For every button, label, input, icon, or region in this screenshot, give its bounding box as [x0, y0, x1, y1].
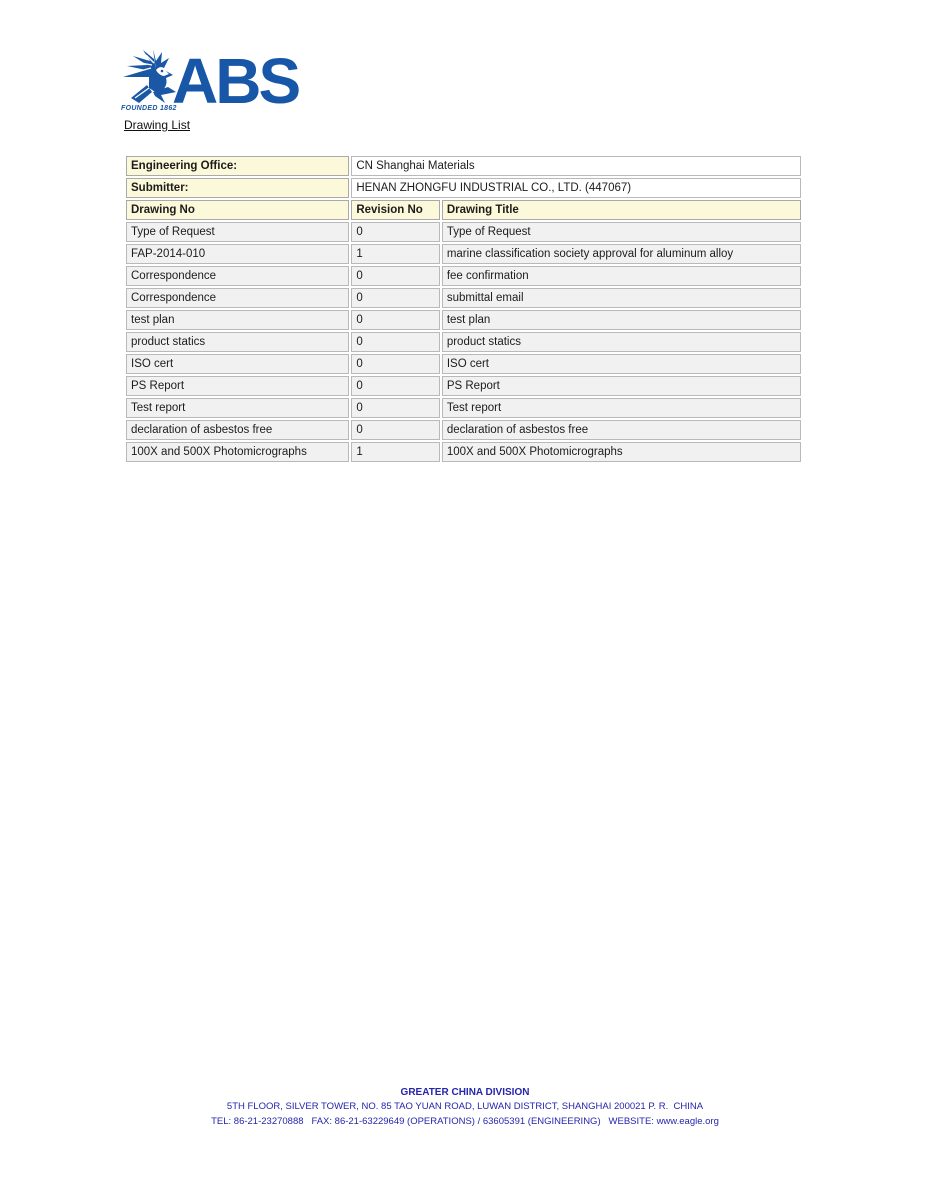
drawing-title-cell: ISO cert [442, 354, 801, 374]
drawing-title-cell: Test report [442, 398, 801, 418]
engineering-office-value: CN Shanghai Materials [351, 156, 801, 176]
abs-wordmark: ABS [172, 45, 299, 117]
drawing-no-cell: declaration of asbestos free [126, 420, 349, 440]
revision-no-cell: 0 [351, 332, 440, 352]
revision-no-cell: 0 [351, 288, 440, 308]
drawing-title-cell: 100X and 500X Photomicrographs [442, 442, 801, 462]
drawing-title-cell: fee confirmation [442, 266, 801, 286]
drawing-no-cell: product statics [126, 332, 349, 352]
drawing-no-cell: PS Report [126, 376, 349, 396]
founded-1862-label: FOUNDED 1862 [121, 105, 177, 112]
table-row [126, 266, 801, 286]
drawing-list-table [124, 154, 803, 464]
table-row [126, 420, 801, 440]
drawing-no-header: Drawing No [126, 200, 349, 220]
table-row [126, 354, 801, 374]
revision-no-cell: 0 [351, 376, 440, 396]
drawing-no-cell: Correspondence [126, 266, 349, 286]
table-row [126, 244, 801, 264]
table-row [126, 288, 801, 308]
revision-no-cell: 0 [351, 398, 440, 418]
revision-no-cell: 0 [351, 354, 440, 374]
table-row [126, 222, 801, 242]
division-address: 5TH FLOOR, SILVER TOWER, NO. 85 TAO YUAN ROAD, LUWAN DISTRICT, SHANGHAI 200021 P. R. CHINA [226, 1101, 704, 1112]
division-title: GREATER CHINA DIVISION [400, 1087, 530, 1098]
drawing-title-cell: test plan [442, 310, 801, 330]
table-row [126, 442, 801, 462]
revision-no-header: Revision No [351, 200, 440, 220]
page-footer [0, 1085, 930, 1129]
revision-no-cell: 0 [351, 420, 440, 440]
column-header-row [126, 200, 801, 220]
drawing-no-cell: 100X and 500X Photomicrographs [126, 442, 349, 462]
drawing-title-cell: declaration of asbestos free [442, 420, 801, 440]
engineering-office-row [126, 156, 801, 176]
division-contact: TEL: 86-21-23270888 FAX: 86-21-63229649 (OPERATIONS) / 63605391 (ENGINEERING) WEBSITE: www.eagle.org [211, 1115, 719, 1127]
drawing-title-cell: submittal email [442, 288, 801, 308]
revision-no-cell: 0 [351, 266, 440, 286]
drawing-title-cell: Type of Request [442, 222, 801, 242]
submitter-row [126, 178, 801, 198]
table-row [126, 398, 801, 418]
table-row [126, 376, 801, 396]
table-row [126, 332, 801, 352]
abs-logo [120, 45, 320, 124]
drawing-table-body [126, 156, 801, 462]
table-row [126, 310, 801, 330]
engineering-office-label: Engineering Office: [126, 156, 349, 176]
drawing-no-cell: FAP-2014-010 [126, 244, 349, 264]
drawing-no-cell: Correspondence [126, 288, 349, 308]
drawing-no-cell: Type of Request [126, 222, 349, 242]
revision-no-cell: 1 [351, 442, 440, 462]
drawing-title-cell: PS Report [442, 376, 801, 396]
revision-no-cell: 1 [351, 244, 440, 264]
submitter-value: HENAN ZHONGFU INDUSTRIAL CO., LTD. (447067) [351, 178, 801, 198]
drawing-title-header: Drawing Title [442, 200, 801, 220]
page-title: Drawing List [124, 118, 191, 132]
revision-no-cell: 0 [351, 222, 440, 242]
drawing-no-cell: Test report [126, 398, 349, 418]
revision-no-cell: 0 [351, 310, 440, 330]
drawing-title-cell: marine classification society approval for aluminum alloy [442, 244, 801, 264]
submitter-label: Submitter: [126, 178, 349, 198]
drawing-no-cell: ISO cert [126, 354, 349, 374]
drawing-title-cell: product statics [442, 332, 801, 352]
drawing-no-cell: test plan [126, 310, 349, 330]
